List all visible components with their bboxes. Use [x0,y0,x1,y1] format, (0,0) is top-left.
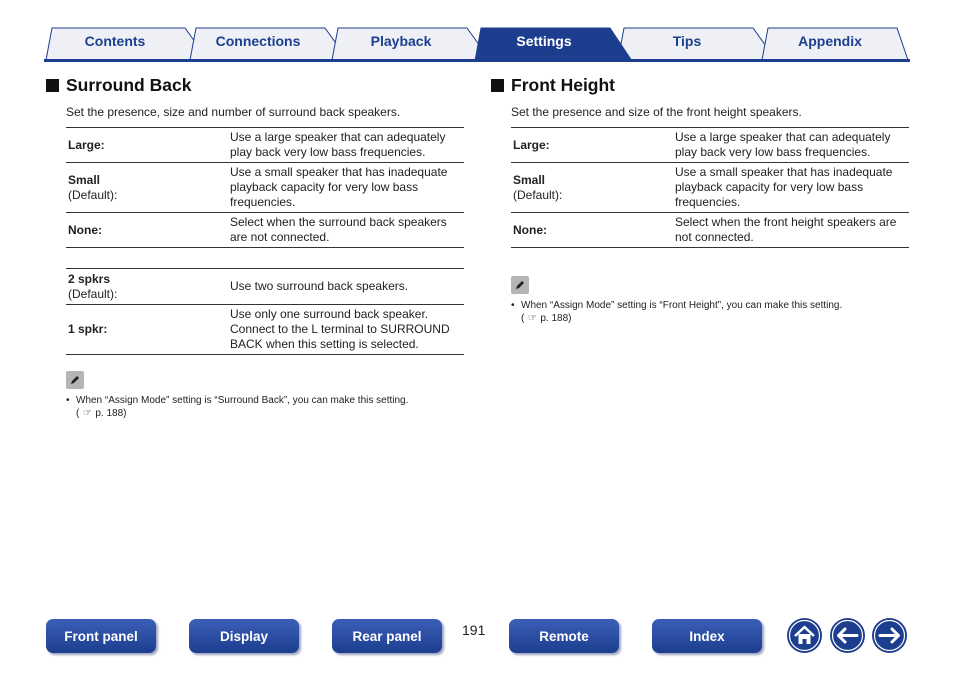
option-name: None: [513,222,547,237]
pencil-icon [511,276,529,294]
front-height-section [491,74,909,325]
rear-panel-button[interactable]: Rear panel [332,619,442,653]
surround-back-section [46,74,464,420]
tab-settings[interactable]: Settings [516,33,572,49]
index-button[interactable]: Index [652,619,762,653]
tab-contents[interactable]: Contents [84,33,146,49]
remote-button[interactable]: Remote [509,619,619,653]
square-bullet-icon [46,79,59,92]
table-row [66,305,464,355]
table-row [511,163,909,213]
tab-appendix[interactable]: Appendix [798,33,862,49]
option-name: Large: [68,137,105,152]
page-number: 191 [462,622,486,638]
front-panel-button[interactable]: Front panel [46,619,156,653]
option-name: 2 spkrs [68,271,111,286]
option-name: Small [513,172,546,187]
back-arrow-icon[interactable] [829,617,866,654]
page-reference-link[interactable]: p. 188) [95,408,127,419]
page-reference-link[interactable]: p. 188) [540,313,572,324]
tab-playback[interactable]: Playback [370,33,432,49]
option-description: Use a small speaker that has inadequate playback capacity for very low bass frequencies. [670,163,909,213]
speaker-count-table [66,268,464,355]
option-description: Select when the front height speakers are not connected. [670,213,909,248]
table-row [66,163,464,213]
table-row [511,213,909,248]
section-heading [491,74,909,96]
option-name: None: [68,222,102,237]
note-block [66,371,464,420]
display-button[interactable]: Display [189,619,299,653]
speaker-size-table [66,127,464,248]
table-row [66,213,464,248]
note-body: When “Assign Mode” setting is “Front Height”, you can make this setting. [521,300,843,311]
option-description: Select when the surround back speakers are not connected. [225,213,464,248]
tab-shapes [0,0,954,64]
option-default: (Default): [68,187,118,202]
pencil-icon [66,371,84,389]
section-title: Surround Back [66,74,192,95]
option-name: Small [68,172,101,187]
pointing-hand-icon: ☞ [82,408,92,419]
note-block [511,276,909,325]
option-description: Use two surround back speakers. [225,269,464,305]
table-row [66,128,464,163]
pointing-hand-icon: ☞ [527,313,537,324]
table-row [66,269,464,305]
note-text: • When “Assign Mode” setting is “Front Height”, you can make this setting. ( ☞ p. 188) [511,300,843,324]
option-default: (Default): [68,286,118,301]
section-description: Set the presence and size of the front height speakers. [511,105,802,119]
option-default: (Default): [513,187,563,202]
tab-tips[interactable]: Tips [672,33,702,49]
tab-connections[interactable]: Connections [215,33,301,49]
option-name: 1 spkr: [68,322,108,336]
option-description: Use a small speaker that has inadequate playback capacity for very low bass frequencies. [225,163,464,213]
speaker-size-table [511,127,909,248]
section-description: Set the presence, size and number of surround back speakers. [66,105,401,119]
note-body: When “Assign Mode” setting is “Surround Back”, you can make this setting. [76,395,409,406]
option-description: Use a large speaker that can adequately play back very low bass frequencies. [225,128,464,163]
option-name: Large: [513,137,550,152]
table-row [511,128,909,163]
section-heading [46,74,464,96]
section-title: Front Height [511,74,616,95]
square-bullet-icon [491,79,504,92]
home-icon[interactable] [786,617,823,654]
tab-bar [0,0,954,64]
note-text: • When “Assign Mode” setting is “Surround Back”, you can make this setting. ( ☞ p. 188) [66,395,409,419]
forward-arrow-icon[interactable] [871,617,908,654]
option-description: Use only one surround back speaker. Connect to the L terminal to SURROUND BACK when this setting is selected. [225,305,464,355]
option-description: Use a large speaker that can adequately play back very low bass frequencies. [670,128,909,163]
